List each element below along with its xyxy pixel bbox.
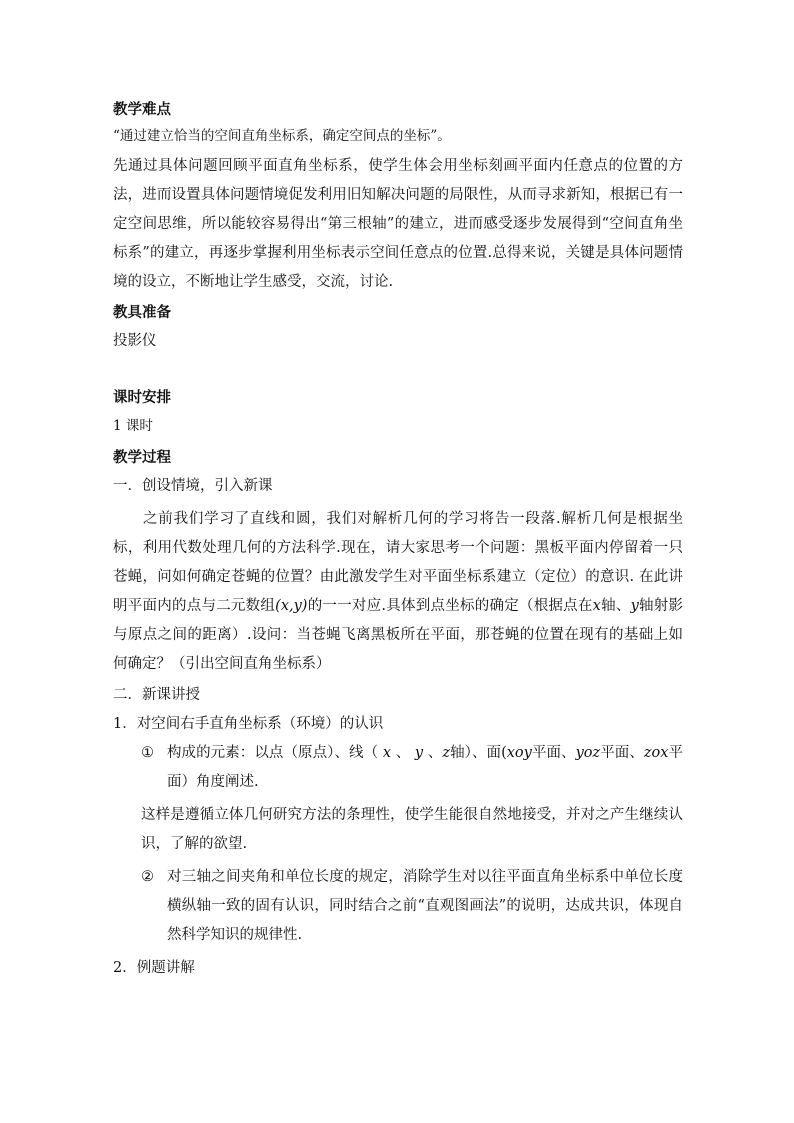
section1-text-b: 的一一对应.具体到点坐标的确定（根据点在 <box>307 598 593 614</box>
c1-text-c: 平面、 <box>531 745 576 761</box>
circle-item-2 <box>113 863 683 950</box>
c1-yoz: yoz <box>575 745 601 761</box>
item1-title: 1．对空间右手直角坐标系（环境）的认识 <box>113 716 384 732</box>
spacer <box>113 356 683 382</box>
c1-sep2: 、 <box>427 745 443 761</box>
c1-text-a: 构成的元素：以点（原点）、线（ <box>167 745 379 761</box>
tools-heading: 教具准备 <box>113 305 171 321</box>
process-heading: 教学过程 <box>113 450 171 466</box>
section1-text-d: 轴射影与原点之间的距离）.设问：当苍蝇飞离黑板所在平面，那苍蝇的位置在现有的基础上如何确定？（引出空间直角坐标系） <box>113 598 684 672</box>
circle-item-1-text <box>167 739 683 797</box>
pair-notation: (x,y) <box>275 598 308 614</box>
c1-text-d: 平面、 <box>600 745 644 761</box>
circle-item-2-text: 对三轴之间夹角和单位长度的规定，消除学生对以往平面直角坐标系中单位长度横纵轴一致的固有认识，同时结合之前“直观图画法”的说明，达成共识，体现自然科学知识的规律性. <box>167 869 683 943</box>
circle-item-1 <box>113 739 683 797</box>
circle-item-1-note: 这样是遵循立体几何研究方法的条理性，使学生能很自然地接受，并对之产生继续认识，了解的欲望. <box>141 807 683 852</box>
difficulty-quote: “通过建立恰当的空间直角坐标系，确定空间点的坐标”。 <box>113 128 451 144</box>
schedule-heading: 课时安排 <box>113 390 171 406</box>
tools-text: 投影仪 <box>113 333 157 349</box>
difficulty-paragraph: 先通过具体问题回顾平面直角坐标系，使学生体会用坐标刻画平面内任意点的位置的方法，进而设置具体问题情境促发利用旧知解决问题的局限性，从而寻求新知，根据已有一定空间思维，所以能较容易得出“第三根轴”的建立，进而感受逐步发展得到“空间直角坐标系”的建立，再逐步掌握利用坐标表示空间任意点的位置.总得来说，关键是具体问题情境的设立，不断地让学生感受，交流，讨论. <box>113 158 683 290</box>
x-symbol: x <box>592 598 601 614</box>
circle-number-1: ① <box>141 745 154 761</box>
section1-paragraph <box>113 505 683 679</box>
section2-title: 二．新课讲授 <box>113 687 200 703</box>
difficulty-heading: 教学难点 <box>113 102 171 118</box>
c1-z: z <box>442 745 451 761</box>
circle-number-2: ② <box>141 869 154 885</box>
c1-xoy: xoy <box>506 745 532 761</box>
c1-y: y <box>410 745 428 761</box>
c1-zox: zox <box>643 745 669 761</box>
document-page <box>113 100 683 983</box>
section1-title: 一．创设情境，引入新课 <box>113 478 273 494</box>
c1-text-e: 平面）角度阐述. <box>167 745 684 790</box>
section1-text-c: 轴、 <box>600 598 631 614</box>
c1-sep1: 、 <box>395 745 411 761</box>
c1-x: x <box>378 745 396 761</box>
schedule-text: 1 课时 <box>113 418 153 434</box>
y-symbol: y <box>630 598 639 614</box>
item2-title: 2．例题讲解 <box>113 960 195 976</box>
c1-text-b: 轴）、面( <box>450 745 507 761</box>
section1-text-a: 之前我们学习了直线和圆，我们对解析几何的学习将告一段落.解析几何是根据坐标，利用代数处理几何的方法科学.现在，请大家思考一个问题：黑板平面内停留着一只苍蝇，问如何确定苍蝇的位置？由此激发学生对平面坐标系建立（定位）的意识. 在此讲明平面内的点与二元数组 <box>113 511 683 614</box>
